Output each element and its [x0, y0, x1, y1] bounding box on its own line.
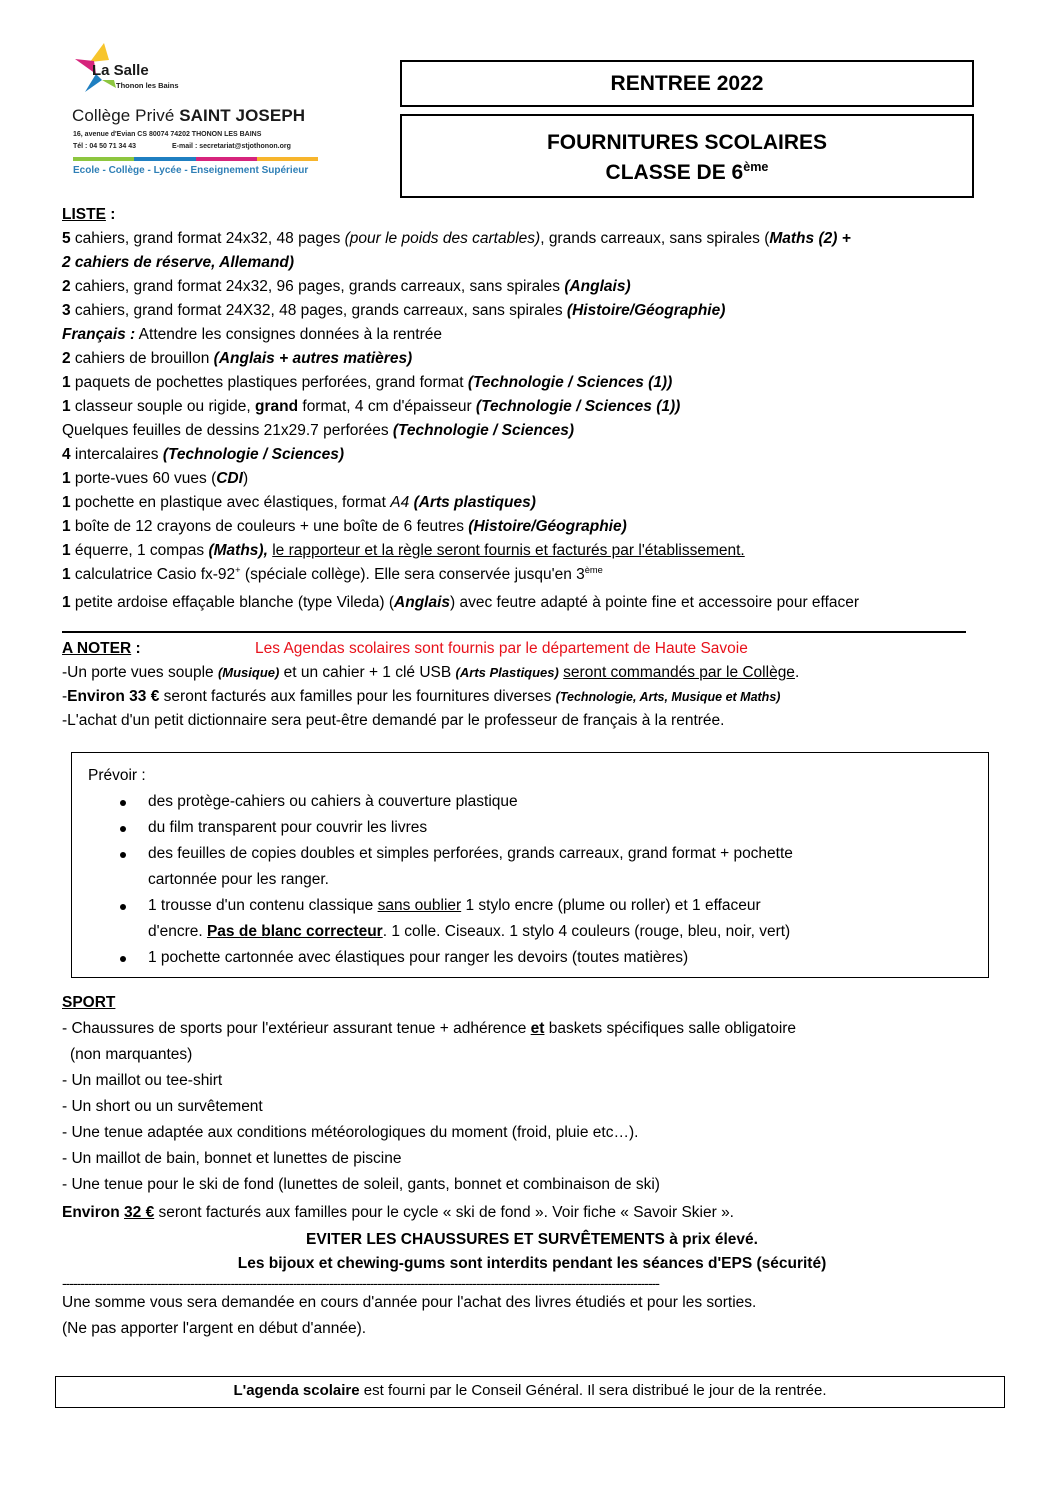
note-line: -L'achat d'un petit dictionnaire sera peut-être demandé par le professeur de français à la rentrée.: [62, 712, 725, 729]
prevoir-item: du film transparent pour couvrir les livres: [88, 815, 988, 841]
sum-notice: Une somme vous sera demandée en cours d'année pour l'achat des livres étudiés et pour les sorties.: [62, 1294, 757, 1311]
prevoir-item: 1 trousse d'un contenu classique sans oublier 1 stylo encre (plume ou roller) et 1 effaceur d'encre. Pas de blanc correcteur. 1 colle. Ciseaux. 1 stylo 4 couleurs (rouge, bleu, noir, vert): [88, 893, 988, 945]
prevoir-item: 1 pochette cartonnée avec élastiques pour ranger les devoirs (toutes matières): [88, 945, 988, 971]
note-line: -Environ 33 € seront facturés aux familles pour les fournitures diverses (Technologie, Arts, Musique et Maths): [62, 688, 781, 705]
list-item: 1 pochette en plastique avec élastiques, format A4 (Arts plastiques): [62, 494, 536, 511]
brand-name: La Salle: [92, 62, 149, 79]
agenda-notice: Les Agendas scolaires sont fournis par le département de Haute Savoie: [255, 640, 748, 657]
supply-list: [62, 203, 1002, 615]
bullet-icon: [120, 904, 126, 910]
list-item: 2 cahiers de réserve, Allemand): [62, 254, 295, 271]
prevoir-box: [71, 752, 989, 978]
a-noter-heading: A NOTER : Les Agendas scolaires sont fournis par le département de Haute Savoie: [62, 637, 1002, 661]
list-item: 2 cahiers de brouillon (Anglais + autres matières): [62, 350, 413, 367]
college-name: Collège Privé SAINT JOSEPH: [72, 106, 306, 125]
document-title: FOURNITURES SCOLAIRES CLASSE DE 6ème: [400, 114, 974, 198]
sum-notice-cont: (Ne pas apporter l'argent en début d'année).: [62, 1320, 367, 1337]
list-item: 1 boîte de 12 crayons de couleurs + une boîte de 6 feutres (Histoire/Géographie): [62, 518, 627, 535]
divider: [62, 631, 966, 633]
list-item: 1 paquets de pochettes plastiques perforées, grand format (Technologie / Sciences (1)): [62, 374, 673, 391]
ski-cost: Environ 32 € seront facturés aux familles pour le cycle « ski de fond ». Voir fiche « Savoir Skier ».: [62, 1204, 734, 1221]
rentree-title: RENTREE 2022: [400, 60, 974, 107]
list-item: Quelques feuilles de dessins 21x29.7 perforées (Technologie / Sciences): [62, 422, 575, 439]
address: 16, avenue d'Evian CS 80074 74202 THONON LES BAINS: [73, 131, 262, 138]
prevoir-item: des feuilles de copies doubles et simples perforées, grands carreaux, grand format + pochette cartonnée pour les ranger.: [88, 841, 988, 893]
sport-heading: SPORT: [62, 994, 116, 1011]
prevoir-item: des protège-cahiers ou cahiers à couverture plastique: [88, 789, 988, 815]
agenda-footer: L'agenda scolaire est fourni par le Conseil Général. Il sera distribué le jour de la rentrée.: [55, 1376, 1005, 1408]
bullet-icon: [120, 956, 126, 962]
dashed-divider: -------------------------------------------------------------------------------------------------------------------------------------------------------------------: [62, 1276, 659, 1290]
list-item: 1 calculatrice Casio fx-92+ (spéciale collège). Elle sera conservée jusqu'en 3ème: [62, 564, 603, 583]
bullet-icon: [120, 826, 126, 832]
brand-subtitle: Thonon les Bains: [116, 81, 179, 90]
prevoir-label: Prévoir :: [88, 767, 146, 784]
bullet-icon: [120, 800, 126, 806]
sport-section: [62, 990, 1002, 1342]
sport-item: - Un short ou un survêtement: [62, 1098, 263, 1115]
list-item: Français : Attendre les consignes données à la rentrée: [62, 326, 442, 343]
liste-heading: LISTE :: [62, 206, 116, 223]
sport-item: - Chaussures de sports pour l'extérieur assurant tenue + adhérence et baskets spécifiques salle obligatoire: [62, 1020, 797, 1037]
list-item: 2 cahiers, grand format 24x32, 96 pages, grands carreaux, sans spirales (Anglais): [62, 278, 631, 295]
warning-shoes: EVITER LES CHAUSSURES ET SURVÊTEMENTS à prix élevé.: [306, 1231, 758, 1248]
color-bar: [73, 157, 318, 161]
tagline: Ecole - Collège - Lycée - Enseignement Supérieur: [73, 165, 309, 176]
list-item: 1 classeur souple ou rigide, grand format, 4 cm d'épaisseur (Technologie / Sciences (1)): [62, 398, 681, 415]
note-line: -Un porte vues souple (Musique) et un cahier + 1 clé USB (Arts Plastiques) seront commandés par le Collège.: [62, 664, 800, 681]
sport-item: - Un maillot ou tee-shirt: [62, 1072, 223, 1089]
school-logo: [72, 40, 332, 190]
email: E-mail : secretariat@stjothonon.org: [172, 143, 291, 150]
sport-item: - Une tenue adaptée aux conditions météorologiques du moment (froid, pluie etc…).: [62, 1124, 639, 1141]
sport-item-cont: (non marquantes): [70, 1046, 193, 1063]
warning-jewelry: Les bijoux et chewing-gums sont interdits pendant les séances d'EPS (sécurité): [237, 1255, 827, 1272]
bullet-icon: [120, 852, 126, 858]
list-item: 1 porte-vues 60 vues (CDI): [62, 470, 249, 487]
list-item: 1 équerre, 1 compas (Maths), le rapporteur et la règle seront fournis et facturés par l'établissement.: [62, 542, 745, 559]
list-item: 4 intercalaires (Technologie / Sciences): [62, 446, 344, 463]
list-item: 1 petite ardoise effaçable blanche (type Vileda) (Anglais) avec feutre adapté à pointe fine et accessoire pour effacer: [62, 594, 860, 611]
list-item: 5 cahiers, grand format 24x32, 48 pages (pour le poids des cartables), grands carreaux, sans spirales (Maths (2) +: [62, 230, 851, 247]
telephone: Tél : 04 50 71 34 43: [73, 143, 137, 150]
sport-item: - Un maillot de bain, bonnet et lunettes de piscine: [62, 1150, 402, 1167]
list-item: 3 cahiers, grand format 24X32, 48 pages, grands carreaux, sans spirales (Histoire/Géographie): [62, 302, 726, 319]
a-noter-section: [62, 637, 1002, 733]
sport-item: - Une tenue pour le ski de fond (lunettes de soleil, gants, bonnet et combinaison de ski): [62, 1176, 660, 1193]
